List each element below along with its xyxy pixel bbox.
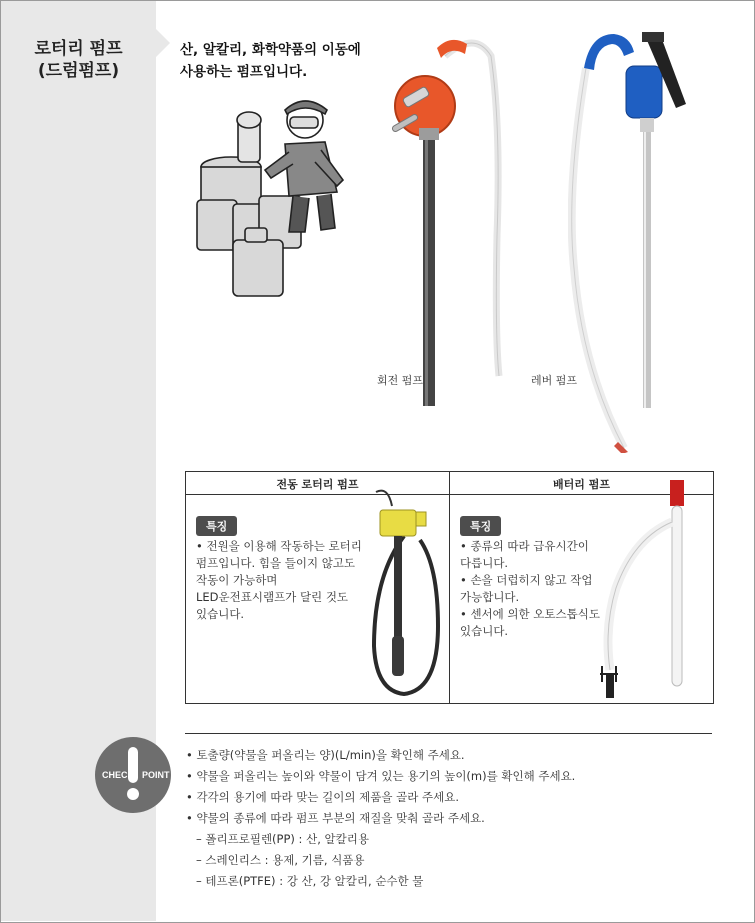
lever-pump-caption: 레버 펌프 — [531, 374, 578, 387]
electric-feature-line: 있습니다. — [196, 607, 245, 621]
electric-feature-list — [196, 538, 366, 623]
sidebar-title-line2: (드럼펌프) — [37, 61, 120, 81]
electric-feature-line: • 전원을 이용해 작동하는 로터리 — [196, 539, 362, 553]
battery-pump-title: 배터리 펌프 — [553, 478, 610, 491]
checkpoint-sub-item: – 테프론(PTFE) : 강 산, 강 알칼리, 순수한 물 — [196, 874, 424, 888]
checkpoint-item: • 약물의 종류에 따라 펌프 부분의 재질을 맞춰 골라 주세요. — [186, 811, 485, 825]
battery-feature-line: • 종류의 따라 급유시간이 — [460, 539, 589, 553]
table-column-divider — [449, 472, 450, 703]
electric-pump-title: 전동 로터리 펌프 — [276, 478, 359, 491]
battery-pump-image — [594, 478, 704, 700]
checkpoint-badge-left-text: CHECK — [102, 770, 135, 780]
checkpoint-item: • 토출량(약물을 퍼올리는 양)(L/min)을 확인해 주세요. — [186, 748, 465, 762]
battery-feature-line: 가능합니다. — [460, 590, 520, 604]
battery-feature-line: 있습니다. — [460, 624, 509, 638]
lever-pump-image — [568, 28, 703, 453]
battery-feature-line: • 손을 더럽히지 않고 작업 — [460, 573, 593, 587]
electric-feature-line: 펌프입니다. 힘을 들이지 않고도 — [196, 556, 356, 570]
battery-feature-line: • 센서에 의한 오토스톱식도 — [460, 607, 600, 621]
sidebar-title-line1: 로터리 펌프 — [34, 39, 123, 59]
checkpoint-item: • 약물을 퍼올리는 높이와 약물이 담겨 있는 용기의 높이(m)를 확인해 주세요. — [186, 769, 576, 783]
rotary-pump-image — [385, 36, 515, 411]
pump-spec-table — [185, 471, 714, 704]
headline-line1: 산, 알칼리, 화학약품의 이동에 — [180, 42, 361, 58]
checkpoint-list — [186, 745, 575, 892]
sidebar — [1, 1, 170, 921]
checkpoint-badge — [93, 735, 173, 815]
headline — [180, 39, 361, 83]
electric-rotary-pump-image — [368, 476, 448, 698]
checkpoint-divider — [185, 733, 712, 734]
headline-line2: 사용하는 펌프입니다. — [180, 64, 308, 80]
worker-illustration — [193, 92, 353, 297]
checkpoint-sub-item: – 폴리프로필렌(PP) : 산, 알칼리용 — [196, 832, 369, 846]
rotary-pump-caption: 회전 펌프 — [377, 374, 424, 387]
battery-feature-list — [460, 538, 610, 640]
checkpoint-item: • 각각의 용기에 따라 맞는 길이의 제품을 골라 주세요. — [186, 790, 459, 804]
checkpoint-badge-right-text: POINT — [142, 770, 170, 780]
electric-feature-badge: 특징 — [196, 516, 237, 536]
electric-feature-line: LED운전표시램프가 달린 것도 — [196, 590, 349, 604]
electric-feature-line: 작동이 가능하며 — [196, 573, 278, 587]
battery-feature-line: 다릅니다. — [460, 556, 509, 570]
checkpoint-sub-item: – 스레인리스 : 용제, 기름, 식품용 — [196, 853, 365, 867]
battery-feature-badge: 특징 — [460, 516, 501, 536]
